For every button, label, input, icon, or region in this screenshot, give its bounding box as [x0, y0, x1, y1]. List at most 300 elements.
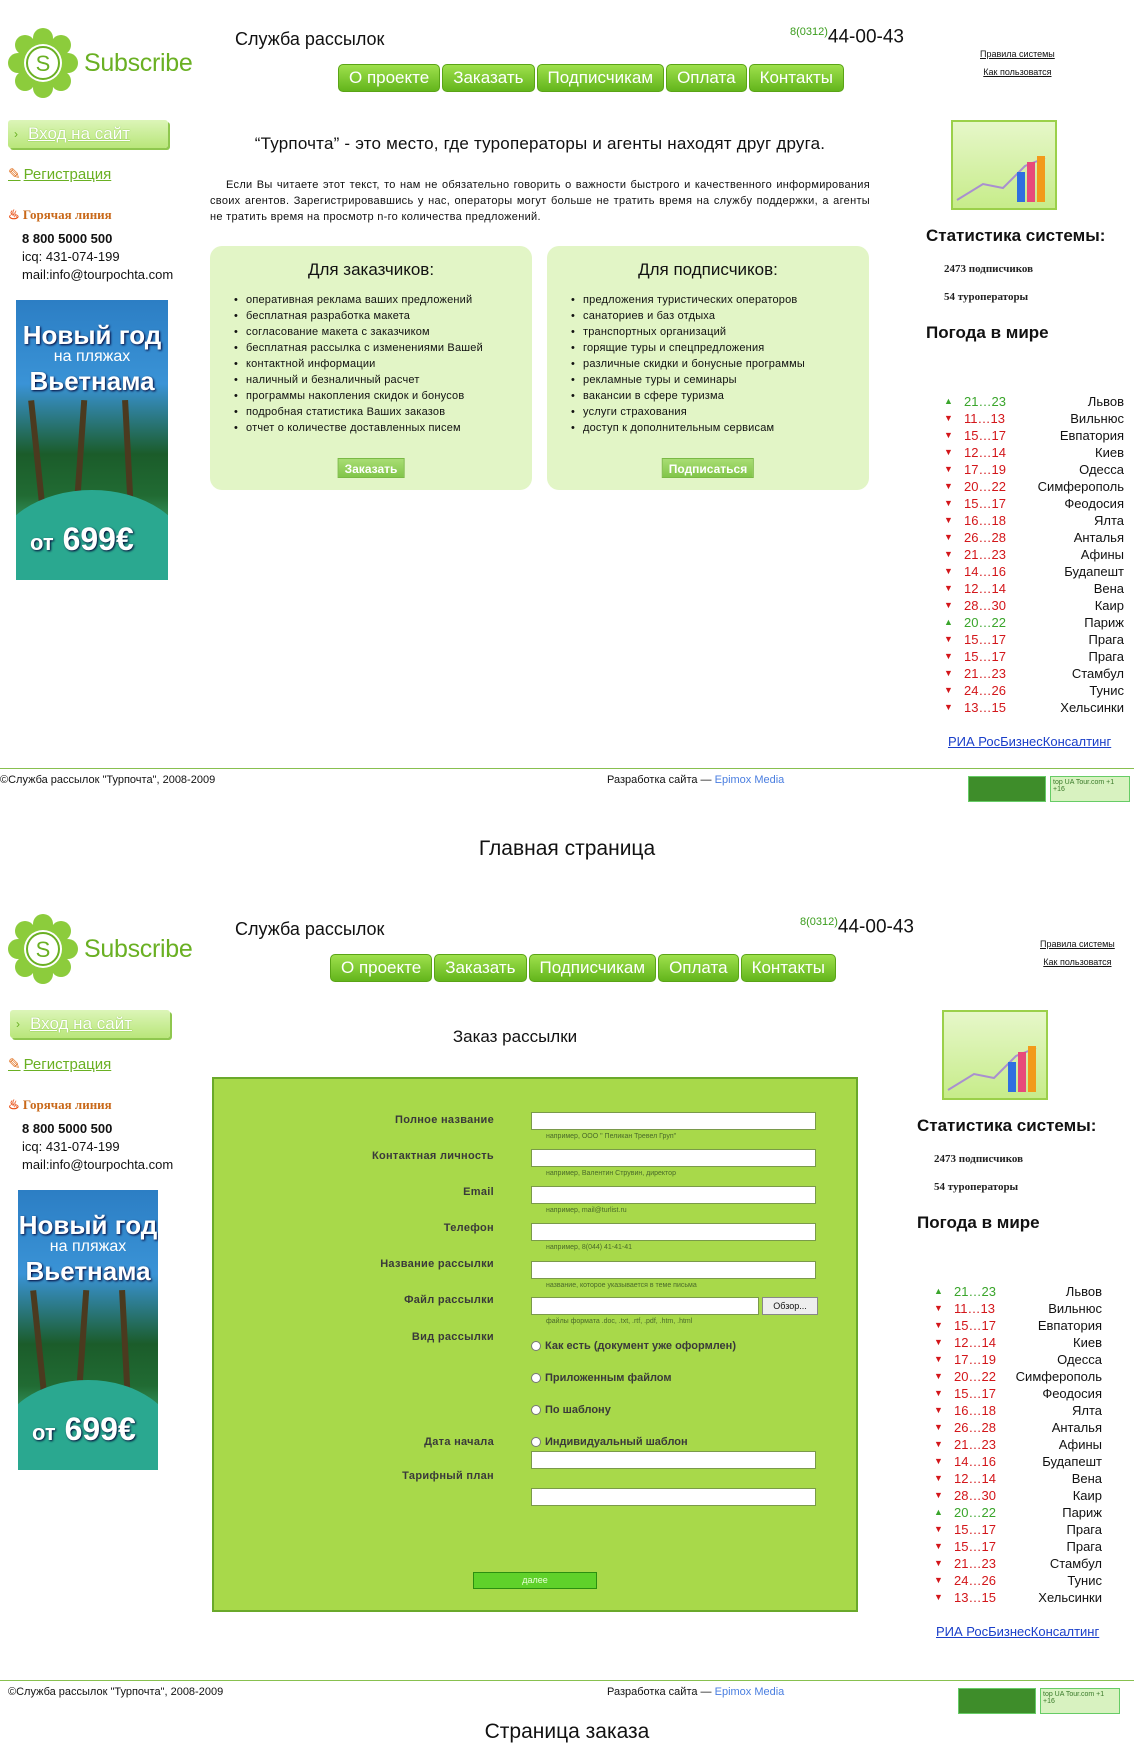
weather-city: Вильнюс — [1048, 1301, 1102, 1316]
weather-temp: 11…13 — [954, 1301, 995, 1316]
arrow-down-icon: ▼ — [934, 1490, 943, 1500]
arrow-down-icon: ▼ — [944, 566, 953, 576]
top-counter-badge[interactable]: top UA Tour.com +1 +16 — [1050, 776, 1130, 802]
weather-city: Хельсинки — [1060, 700, 1124, 715]
radio-label: Приложенным файлом — [545, 1372, 672, 1384]
arrow-down-icon: ▼ — [934, 1303, 943, 1313]
dev-label: Разработка сайта — — [607, 774, 712, 786]
weather-city: Феодосия — [1042, 1386, 1102, 1401]
weather-temp: 14…16 — [954, 1454, 996, 1469]
dev-link[interactable]: Epimox Media — [714, 1686, 785, 1698]
start-date-label: Дата начала — [424, 1436, 494, 1448]
nav-about[interactable]: О проекте — [338, 64, 440, 92]
weather-title: Погода в мире — [926, 323, 1049, 342]
intro-text: Если Вы читаете этот текст, то нам не обязательно говорить о важности быстрого и качественного информирования своих агентов. Зарегистрировавшись у нас, операторы могут больше не тратить время на службу поддержки, а агенты не тратить время на просмотр n-го количества предложений. — [210, 179, 870, 223]
file-input[interactable] — [531, 1297, 759, 1315]
contact-person-input[interactable] — [531, 1149, 816, 1167]
subscribers-title: Для подписчиков: — [638, 260, 778, 279]
weather-city: Феодосия — [1064, 496, 1124, 511]
logo-text: Subscribe — [84, 48, 193, 77]
nav-payment[interactable]: Оплата — [658, 954, 738, 982]
login-button[interactable] — [8, 120, 168, 148]
weather-row — [934, 1453, 1102, 1470]
banner-line2: на пляжах — [53, 348, 131, 365]
arrow-down-icon: ▼ — [944, 702, 953, 712]
register-label: Регистрация — [23, 1056, 112, 1073]
phone-main: 44-00-43 — [827, 26, 904, 48]
login-label: Вход на сайт — [30, 1014, 132, 1033]
arrow-down-icon: ▼ — [934, 1320, 943, 1330]
weather-city: Будапешт — [1064, 564, 1124, 579]
arrow-down-icon: ▼ — [944, 430, 953, 440]
list-item: • санаториев и баз отдыха — [583, 308, 869, 324]
banner-line3: Вьетнама — [29, 366, 155, 396]
weather-temp: 11…13 — [964, 411, 1005, 426]
arrow-up-icon: ▲ — [934, 1507, 943, 1517]
weather-temp: 20…22 — [964, 479, 1006, 494]
customers-title: Для заказчиков: — [307, 260, 435, 279]
weather-city: Анталья — [1051, 1420, 1102, 1435]
banner-line1: Новый год — [18, 1210, 158, 1240]
caption-home: Главная страница — [478, 837, 656, 860]
weather-row — [944, 682, 1124, 699]
arrow-down-icon: ▼ — [934, 1592, 943, 1602]
weather-city: Симферополь — [1015, 1369, 1102, 1384]
login-label: Вход на сайт — [28, 124, 130, 143]
site-logo[interactable] — [8, 914, 192, 984]
rules-link[interactable]: Правила системы — [1040, 939, 1115, 949]
arrow-down-icon: ▼ — [934, 1337, 943, 1347]
field-hint: например, Валентин Струвин, директор — [546, 1170, 676, 1177]
field-hint: например, mail@turlist.ru — [546, 1207, 627, 1214]
site-title: Служба рассылок — [235, 919, 385, 939]
weather-list — [944, 393, 1124, 716]
hotline-label — [8, 1097, 112, 1113]
weather-row — [944, 410, 1124, 427]
arrow-down-icon: ▼ — [934, 1473, 943, 1483]
weather-row — [934, 1283, 1102, 1300]
next-button[interactable]: далее — [473, 1572, 597, 1589]
weather-row — [944, 546, 1124, 563]
stats-operators: 54 туроператоры — [934, 1181, 1019, 1193]
caption-order: Страница заказа — [484, 1720, 650, 1743]
weather-row — [934, 1487, 1102, 1504]
weather-temp: 12…14 — [954, 1471, 996, 1486]
weather-temp: 26…28 — [954, 1420, 996, 1435]
weather-row — [934, 1470, 1102, 1487]
howto-link[interactable]: Как пользоватся — [1043, 957, 1112, 967]
weather-temp: 15…17 — [964, 632, 1006, 647]
type-label: Вид рассылки — [411, 1331, 494, 1343]
hotline-label — [8, 207, 112, 223]
email-input[interactable] — [531, 1186, 816, 1204]
arrow-down-icon: ▼ — [934, 1354, 943, 1364]
weather-row — [944, 427, 1124, 444]
footer-dev — [607, 1686, 784, 1698]
arrow-down-icon: ▼ — [944, 481, 953, 491]
order-page-screenshot — [0, 890, 1134, 1743]
list-item: • горящие туры и спецпредложения — [583, 340, 869, 356]
nav-order[interactable]: Заказать — [442, 64, 534, 92]
weather-city: Афины — [1080, 547, 1124, 562]
flame-icon: ♨ — [8, 1097, 20, 1112]
ria-link[interactable]: РИА РосБизнесКонсалтинг — [948, 734, 1112, 749]
phone-input[interactable] — [531, 1223, 816, 1241]
mailing-name-input[interactable] — [531, 1261, 816, 1279]
field-label: Телефон — [443, 1222, 494, 1234]
weather-temp: 24…26 — [954, 1573, 996, 1588]
weather-city: Стамбул — [1049, 1556, 1102, 1571]
weather-row — [934, 1351, 1102, 1368]
logo-letter: S — [35, 51, 51, 76]
footer-divider — [0, 1680, 1134, 1681]
stats-chart-icon — [951, 120, 1057, 210]
arrow-down-icon: ▼ — [934, 1524, 943, 1534]
radio-label: Индивидуальный шаблон — [545, 1436, 688, 1448]
weather-city: Одесса — [1079, 462, 1124, 477]
weather-city: Львов — [1065, 1284, 1102, 1299]
banner-price-prefix: от — [30, 530, 54, 555]
footer-divider — [0, 768, 1134, 769]
nav-subscribers[interactable]: Подписчикам — [537, 64, 665, 92]
weather-title: Погода в мире — [917, 1213, 1040, 1232]
weather-temp: 13…15 — [954, 1590, 996, 1605]
banner-price — [30, 521, 134, 558]
arrow-down-icon: ▼ — [944, 583, 953, 593]
weather-city: Вена — [1071, 1471, 1102, 1486]
field-label: Email — [463, 1186, 494, 1198]
arrow-down-icon: ▼ — [944, 685, 953, 695]
contacts-block — [22, 230, 173, 284]
weather-temp: 15…17 — [964, 649, 1006, 664]
weather-temp: 16…18 — [954, 1403, 996, 1418]
dev-label: Разработка сайта — — [607, 1686, 712, 1698]
weather-city: Киев — [1073, 1335, 1102, 1350]
type-radio-as-is[interactable] — [531, 1340, 736, 1352]
type-radio-custom[interactable] — [531, 1436, 688, 1448]
start-date-input[interactable] — [531, 1451, 816, 1469]
browse-button[interactable]: Обзор... — [762, 1297, 818, 1315]
weather-city: Прага — [1066, 1539, 1102, 1554]
weather-row — [944, 631, 1124, 648]
list-item: • рекламные туры и семинары — [583, 372, 869, 388]
arrow-down-icon: ▼ — [934, 1405, 943, 1415]
phone-number — [800, 916, 914, 938]
weather-temp: 15…17 — [964, 428, 1006, 443]
subscribers-box — [547, 246, 869, 490]
footer-copyright: ©Служба рассылок "Турпочта", 2008-2009 — [0, 774, 216, 786]
list-item: • услуги страхования — [583, 404, 869, 420]
list-item: • предложения туристических операторов — [583, 292, 869, 308]
weather-row — [944, 461, 1124, 478]
flame-icon: ♨ — [8, 207, 20, 222]
list-item: • доступ к дополнительным сервисам — [583, 420, 869, 436]
weather-temp: 20…22 — [954, 1505, 996, 1520]
phone-main: 44-00-43 — [837, 916, 914, 938]
weather-temp: 12…14 — [954, 1335, 996, 1350]
weather-city: Тунис — [1089, 683, 1124, 698]
banner-line1: Новый год — [22, 320, 162, 350]
subscribe-button[interactable]: Подписаться — [662, 458, 754, 478]
contacts-block — [22, 1120, 173, 1174]
nav-contacts[interactable]: Контакты — [741, 954, 836, 982]
footer-copyright: ©Служба рассылок "Турпочта", 2008-2009 — [8, 1686, 224, 1698]
weather-city: Прага — [1066, 1522, 1102, 1537]
list-item: • транспортных организаций — [583, 324, 869, 340]
arrow-down-icon: ▼ — [944, 515, 953, 525]
weather-temp: 28…30 — [954, 1488, 996, 1503]
arrow-down-icon: ▼ — [934, 1439, 943, 1449]
list-item: • бесплатная рассылка с изменениями Вашей — [246, 340, 532, 356]
weather-temp: 20…22 — [954, 1369, 996, 1384]
weather-city: Хельсинки — [1038, 1590, 1102, 1605]
weather-city: Будапешт — [1042, 1454, 1102, 1469]
weather-city: Евпатория — [1059, 428, 1124, 443]
weather-temp: 26…28 — [964, 530, 1006, 545]
nav-contacts[interactable]: Контакты — [749, 64, 844, 92]
order-button[interactable]: Заказать — [338, 458, 405, 478]
icq-number: icq: 431-074-199 — [22, 249, 120, 264]
weather-temp: 15…17 — [954, 1539, 996, 1554]
weather-city: Ялта — [1093, 513, 1124, 528]
list-item: • бесплатная разработка макета — [246, 308, 532, 324]
banner-price-value: 699€ — [62, 521, 134, 557]
arrow-down-icon: ▼ — [934, 1558, 943, 1568]
weather-temp: 12…14 — [964, 581, 1006, 596]
list-item: • согласование макета с заказчиком — [246, 324, 532, 340]
type-radio-template[interactable] — [531, 1404, 611, 1416]
arrow-down-icon: ▼ — [944, 668, 953, 678]
weather-row — [934, 1572, 1102, 1589]
weather-row — [944, 580, 1124, 597]
field-label: Полное название — [395, 1114, 494, 1126]
weather-temp: 15…17 — [964, 496, 1006, 511]
weather-row — [934, 1419, 1102, 1436]
counters — [958, 1688, 1120, 1714]
icq-number: icq: 431-074-199 — [22, 1139, 120, 1154]
weather-temp: 12…14 — [964, 445, 1006, 460]
nav-about[interactable]: О проекте — [330, 954, 432, 982]
list-item: • отчет о количестве доставленных писем — [246, 420, 532, 436]
weather-row — [944, 665, 1124, 682]
stats-operators: 54 туроператоры — [944, 291, 1029, 303]
hotline-phone: 8 800 5000 500 — [22, 231, 113, 246]
weather-temp: 16…18 — [964, 513, 1006, 528]
weather-city: Одесса — [1057, 1352, 1102, 1367]
weather-row — [934, 1589, 1102, 1606]
logo-letter: S — [35, 937, 51, 962]
hotline-phone: 8 800 5000 500 — [22, 1121, 113, 1136]
main-nav — [338, 64, 844, 92]
weather-temp: 21…23 — [954, 1556, 996, 1571]
weather-city: Каир — [1094, 598, 1124, 613]
type-radio-attachment[interactable] — [531, 1372, 672, 1384]
weather-city: Каир — [1072, 1488, 1102, 1503]
ria-link[interactable]: РИА РосБизнесКонсалтинг — [936, 1624, 1100, 1639]
login-button[interactable] — [10, 1010, 170, 1038]
arrow-up-icon: ▲ — [944, 617, 953, 627]
field-hint: файлы формата .doc, .txt, .rtf, .pdf, .htm, .html — [546, 1318, 693, 1325]
list-item: • программы накопления скидок и бонусов — [246, 388, 532, 404]
arrow-down-icon: ▼ — [934, 1541, 943, 1551]
customers-box — [210, 246, 532, 490]
counter-badge[interactable] — [968, 776, 1046, 802]
weather-row — [944, 512, 1124, 529]
logo-flower-icon — [8, 914, 78, 984]
arrow-down-icon: ▼ — [944, 634, 953, 644]
full-name-input[interactable] — [531, 1112, 816, 1130]
weather-city: Тунис — [1067, 1573, 1102, 1588]
stats-subscribers: 2473 подписчиков — [934, 1153, 1024, 1165]
list-item: • оперативная реклама ваших предложений — [246, 292, 532, 308]
arrow-down-icon: ▼ — [944, 464, 953, 474]
weather-row — [934, 1436, 1102, 1453]
banner-price-prefix: от — [32, 1420, 56, 1445]
arrow-down-icon: ▼ — [944, 651, 953, 661]
weather-city: Львов — [1087, 394, 1124, 409]
weather-city: Ялта — [1071, 1403, 1102, 1418]
field-label: Контактная личность — [371, 1150, 494, 1162]
counters — [968, 776, 1130, 802]
hotline-text: Горячая линия — [22, 207, 112, 222]
order-title: Заказ рассылки — [452, 1027, 578, 1046]
weather-row — [944, 444, 1124, 461]
stats-chart-icon — [942, 1010, 1048, 1100]
arrow-down-icon: ▼ — [944, 549, 953, 559]
phone-number — [790, 26, 904, 48]
stats-chart-graphic — [944, 1012, 1046, 1098]
site-logo[interactable] — [8, 28, 192, 98]
top-links — [980, 45, 1055, 81]
weather-row — [944, 393, 1124, 410]
list-item: • вакансии в сфере туризма — [583, 388, 869, 404]
top-links — [1040, 935, 1115, 971]
weather-row — [934, 1538, 1102, 1555]
field-label: Название рассылки — [380, 1258, 494, 1270]
weather-temp: 24…26 — [964, 683, 1006, 698]
weather-row — [944, 699, 1124, 716]
weather-temp: 15…17 — [954, 1386, 996, 1401]
banner-line2: на пляжах — [49, 1238, 127, 1255]
weather-city: Прага — [1088, 632, 1124, 647]
top-counter-badge[interactable]: top UA Tour.com +1 +16 — [1040, 1688, 1120, 1714]
arrow-down-icon: ▼ — [934, 1575, 943, 1585]
weather-row — [934, 1521, 1102, 1538]
weather-list — [934, 1283, 1102, 1606]
weather-temp: 15…17 — [954, 1522, 996, 1537]
weather-city: Симферополь — [1037, 479, 1124, 494]
list-item: • подробная статистика Ваших заказов — [246, 404, 532, 420]
footer-dev — [607, 774, 784, 786]
weather-city: Стамбул — [1071, 666, 1124, 681]
main-nav — [330, 954, 836, 982]
register-label: Регистрация — [23, 166, 112, 183]
arrow-down-icon: ▼ — [944, 532, 953, 542]
weather-temp: 21…23 — [964, 394, 1006, 409]
weather-row — [934, 1385, 1102, 1402]
counter-badge[interactable] — [958, 1688, 1036, 1714]
pencil-icon: ✎ — [8, 166, 21, 183]
arrow-up-icon: ▲ — [934, 1286, 943, 1296]
arrow-down-icon: ▼ — [944, 600, 953, 610]
banner-line3: Вьетнама — [25, 1256, 151, 1286]
dev-link[interactable]: Epimox Media — [714, 774, 785, 786]
order-form — [212, 1077, 858, 1612]
weather-row — [934, 1504, 1102, 1521]
plan-label: Тарифный план — [402, 1470, 494, 1482]
arrow-down-icon: ▼ — [934, 1388, 943, 1398]
arrow-up-icon: ▲ — [944, 396, 953, 406]
hotline-text: Горячая линия — [22, 1097, 112, 1112]
weather-temp: 28…30 — [964, 598, 1006, 613]
list-item: • контактной информации — [246, 356, 532, 372]
subscribers-list — [583, 292, 869, 436]
radio-label: По шаблону — [545, 1404, 611, 1416]
contact-email: mail:info@tourpochta.com — [22, 267, 174, 282]
register-link[interactable] — [8, 165, 111, 183]
weather-temp: 17…19 — [964, 462, 1006, 477]
arrow-down-icon: ▼ — [944, 413, 953, 423]
weather-row — [934, 1317, 1102, 1334]
weather-city: Париж — [1062, 1505, 1102, 1520]
weather-temp: 13…15 — [964, 700, 1006, 715]
vietnam-banner[interactable] — [18, 1190, 158, 1470]
rules-link[interactable]: Правила системы — [980, 49, 1055, 59]
logo-flower-icon — [8, 28, 78, 98]
weather-temp: 20…22 — [964, 615, 1006, 630]
weather-city: Вена — [1093, 581, 1124, 596]
weather-temp: 21…23 — [954, 1284, 996, 1299]
register-link[interactable] — [8, 1055, 111, 1073]
contact-email: mail:info@tourpochta.com — [22, 1157, 174, 1172]
weather-temp: 21…23 — [954, 1437, 996, 1452]
weather-row — [944, 478, 1124, 495]
vietnam-banner[interactable] — [16, 300, 168, 580]
stats-title: Статистика системы: — [926, 226, 1106, 245]
field-label: Файл рассылки — [404, 1294, 494, 1306]
banner-price-value: 699€ — [64, 1411, 136, 1447]
weather-city: Париж — [1084, 615, 1124, 630]
weather-row — [934, 1555, 1102, 1572]
plan-input[interactable] — [531, 1488, 816, 1506]
stats-chart-graphic — [953, 122, 1055, 208]
weather-row — [944, 563, 1124, 580]
weather-row — [944, 597, 1124, 614]
weather-row — [944, 614, 1124, 631]
nav-order[interactable]: Заказать — [434, 954, 526, 982]
howto-link[interactable]: Как пользоватся — [983, 67, 1052, 77]
weather-city: Евпатория — [1037, 1318, 1102, 1333]
weather-temp: 17…19 — [954, 1352, 996, 1367]
field-hint: например, ООО " Пеликан Тревел Груп" — [546, 1133, 677, 1140]
weather-row — [934, 1300, 1102, 1317]
field-hint: название, которое указывается в теме письма — [546, 1282, 697, 1289]
home-page-screenshot — [0, 0, 1134, 860]
radio-icon — [531, 1437, 541, 1447]
weather-row — [934, 1368, 1102, 1385]
weather-city: Киев — [1095, 445, 1124, 460]
customers-list — [246, 292, 532, 436]
nav-subscribers[interactable]: Подписчикам — [529, 954, 657, 982]
weather-city: Прага — [1088, 649, 1124, 664]
field-hint: например, 8(044) 41-41-41 — [546, 1244, 633, 1251]
nav-payment[interactable]: Оплата — [666, 64, 746, 92]
tagline: “Турпочта” - это место, где туроператоры и агенты находят друг друга. — [254, 134, 826, 153]
weather-temp: 15…17 — [954, 1318, 996, 1333]
arrow-down-icon: ▼ — [934, 1456, 943, 1466]
phone-prefix: 8(0312) — [790, 26, 828, 38]
weather-row — [944, 648, 1124, 665]
